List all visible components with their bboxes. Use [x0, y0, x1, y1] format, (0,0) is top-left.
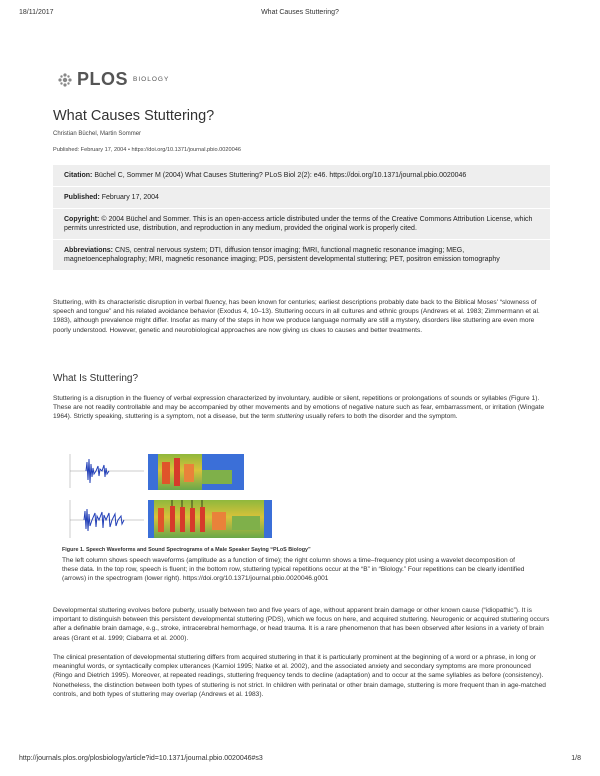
- published-doi-line: Published: February 17, 2004 • https://doi.org/10.1371/journal.pbio.0020046: [53, 147, 241, 153]
- published-section: [53, 187, 550, 209]
- waveform-fluent: [70, 454, 144, 488]
- plos-wordmark: PLOS: [77, 69, 129, 89]
- citation-section: [53, 165, 550, 187]
- article-authors[interactable]: Christian Büchel, Martin Sommer: [53, 131, 142, 137]
- spectrogram-stuttered: [148, 500, 272, 538]
- plos-logo-icon: [57, 72, 73, 88]
- page-number: 1/8: [571, 755, 581, 762]
- section-heading: What Is Stuttering?: [53, 373, 139, 384]
- abbreviations-text: CNS, central nervous system; DTI, diffusion tensor imaging; fMRI, functional magnetic resonance imaging; MEG, magnetoencephalography; MRI, magnetic resonance imaging; PDS, persistent developmental stuttering; PET, positron emission tomography: [64, 247, 500, 263]
- figure-caption-title: Figure 1. Speech Waveforms and Sound Spectrograms of a Male Speaker Saying “PLoS Biology”: [62, 547, 311, 553]
- spectrogram-fluent: [148, 454, 244, 490]
- citation-label: Citation:: [64, 172, 93, 179]
- plos-logo[interactable]: [57, 69, 169, 90]
- clinical-paragraph: The clinical presentation of developmental stuttering differs from acquired stuttering in that it is particularly prominent at the beginning of a word or a phrase, in long or meaningful words, or syntactically complex utterances (Karniol 1995; Natke et al. 2002), and the associated anxiety and secondary symptoms are more pronounced (Ringo and Dietrich 1995). Moreover, at repeated readings, stuttering frequency tends to decline (adaptation) and to occur at the same syllables as before (consistency). Nonetheless, the distinction between both types of stuttering is not strict. In children with perinatal or other brain damage, stuttering is more frequent than in age-matched controls, and both types of stuttering may overlap (Andrews et al. 1983).: [53, 654, 546, 698]
- article-info-box: [53, 165, 550, 271]
- figure-1-image: [62, 450, 392, 542]
- article-title: What Causes Stuttering?: [53, 108, 215, 124]
- stuttering-term: stuttering: [276, 413, 304, 421]
- print-date: 18/11/2017: [19, 9, 54, 16]
- citation-text: Büchel C, Sommer M (2004) What Causes Stuttering? PLoS Biol 2(2): e46. https://doi.org/10.1371/journal.pbio.0020046: [92, 172, 467, 179]
- figure-1[interactable]: [62, 450, 392, 542]
- published-text: February 17, 2004: [99, 194, 159, 201]
- published-label: Published:: [64, 194, 100, 201]
- intro-paragraph: Stuttering, with its characteristic disruption in verbal fluency, has been known for centuries; earliest descriptions probably date back to the Biblical Moses' “slowness of speech and tongue” and his related avoidance behavior (Exodus 4, 10–13). Stuttering occurs in all cultures and ethnic groups (Andrews et al. 1983; Zimmermann et al. 1983), although prevalence might differ. Insofar as many of the steps in how we produce language normally are still a mystery, disorders like stuttering are even more poorly understood. However, genetic and neurobiological approaches are now giving us clues to causes and better treatments.: [53, 299, 540, 334]
- abbreviations-label: Abbreviations:: [64, 247, 114, 254]
- figure-caption: The left column shows speech waveforms (amplitude as a function of time); the right column shows a time–frequency plot using a wavelet decomposition of these data. In the top row, speech is fluent; in the bottom row, stuttering typical repetitions occur at the “B” in “Biology.” Four repetitions can be clearly identified (arrows) in the spectrogram (lower right). https://doi.org/10.1371/journal.pbio.0020046.g001: [62, 557, 525, 582]
- print-page-title: What Causes Stuttering?: [261, 9, 339, 16]
- abbreviations-section: [53, 240, 550, 271]
- footer-url: http://journals.plos.org/plosbiology/article?id=10.1371/journal.pbio.0020046#s3: [19, 755, 263, 762]
- copyright-label: Copyright:: [64, 216, 100, 223]
- waveform-stuttered: [70, 500, 144, 538]
- section-paragraph: Stuttering is a disruption in the fluency of verbal expression characterized by involuntary, audible or silent, repetitions or prolongations of sounds or syllables (Figure 1). These are not readily controllable and may be accompanied by other movements and by emotions of negative nature such as fear, embarrassment, or irritation (Wingate 1964). Strictly speaking, stuttering is a symptom, not a disease, but the term stuttering usually refers to both the disorder and the symptom.: [53, 395, 545, 421]
- copyright-section: [53, 209, 550, 240]
- copyright-text: © 2004 Büchel and Sommer. This is an open-access article distributed under the terms of the Creative Commons Attribution License, which permits unrestricted use, distribution, and reproduction in any medium, provided the original work is properly cited.: [64, 216, 533, 232]
- journal-name: BIOLOGY: [133, 76, 170, 83]
- developmental-paragraph: Developmental stuttering evolves before puberty, usually between two and five years of age, without apparent brain damage or other known cause (“idiopathic”). It is important to distinguish between this persistent developmental stuttering (PDS), which we focus on here, and acquired stuttering. Neurogenic or acquired stuttering occurs after a definable brain damage, e.g., stroke, intracerebral hemorrhage, or head trauma. It is a rare phenomenon that has been observed after lesions in a variety of brain areas (Grant et al. 1999; Ciabarra et al. 2000).: [53, 607, 550, 642]
